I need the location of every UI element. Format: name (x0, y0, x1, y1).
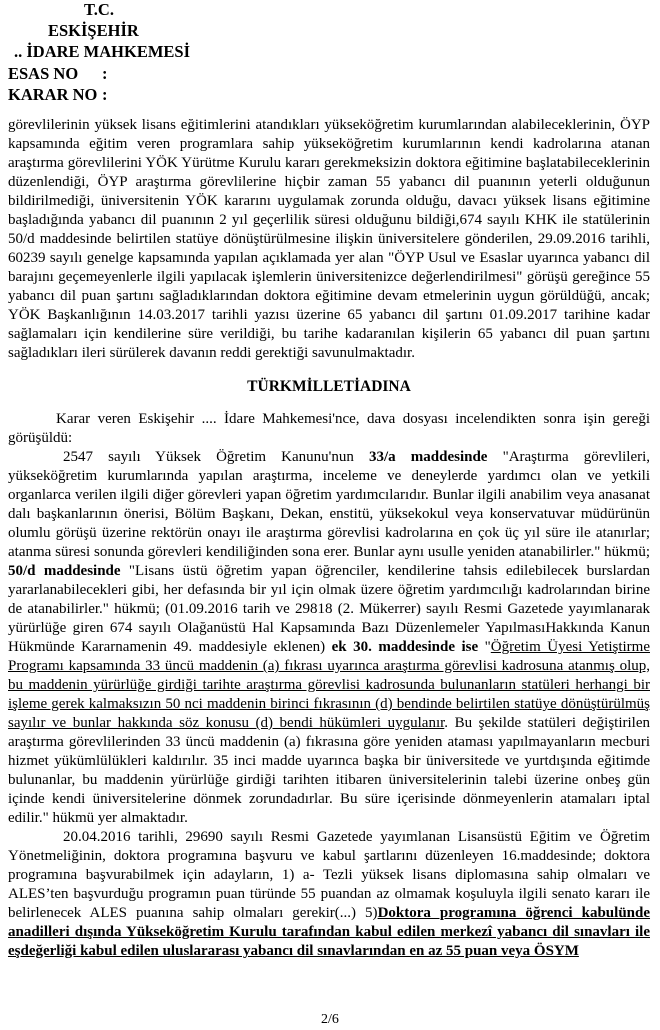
ek-30-remaining-text: . Bu şekilde statüleri değiştirilen araştırma görevlilerinden 33 üncü maddenin (a) fıkrasına göre yeniden ataması yapılmayanların mecburi hizmet yükümlülükleri kaldırılır. 35 inci madde uyarınca başka bir üniversitede ve yurtdışında eğitimde bulunanlar, bu maddenin yürürlüğe girdiği tarihten itibaren üniversitelerinin talebi üzerine onbeş gün içinde kendi üniversitelerine dönmek zorundadırlar. Bu süre içerisinde dönmeyenlerin atamaları iptal edilir." hükmü yer almaktadır. (8, 715, 651, 826)
regulation-bold-underlined-text: Doktora programına öğrenci kabulünde anadilleri dışında Yükseköğretim Kurulu tarafından kabul edilen merkezî yabancı dil sınavları ile eşdeğerliği kabul edilen uluslararası yabancı dil sınavlarından en az 55 puan veya ÖSYM (8, 905, 651, 959)
page-number: 2/6 (321, 1012, 339, 1027)
paragraph-defense-summary: görevlilerinin yüksek lisans eğitimlerini atandıkları yükseköğretim kurumlarından alabileceklerinin, ÖYP kapsamında eğitim veren programlara sahip yükseköğretim kurumlarının kendi kadrolarına atanan araştırma görevlilerini YÖK Yürütme Kurulu kararı gerekmeksizin doktora eğitimine başlatabileceklerinin düzenlendiği, ÖYP araştırma görevlilerine hiçbir zaman 55 yabancı dil puanının yeterli olduğunun bildirilmediği, üniversitenin YÖK kararını uygulamak zorunda olduğu, davacı yüksek lisans eğitimine başladığında yabancı dil puanının 2 yıl geçerlilik süresi olduğunu bildiği,674 sayılı KHK ile statülerinin 50/d maddesinde belirtilen statüye dönüştürülmesine ilişkin üniversitelere gönderilen, 29.09.2016 tarihli, 60239 sayılı genelge kapsamında yapılan açıklamada yer alan "ÖYP Usul ve Esaslar uyarınca yabancı dil barajını geçemeyenlerle ilgili yapılacak işlemlerin üniversitenizce değerlendirilmesi" görüşü gereğince 55 yabancı dil puan şartını sağladıklarından doktora eğitimine devam etmelerinin uygun görüldüğü, ancak; YÖK Başkanlığının 14.03.2017 tarihli yazısı üzerine 65 yabancı dil şartını 01.09.2017 tarihine kadar sağlamaları için kendilerine süre verildiği, bu tarihe kadaranılan kişilerin 65 yabancı dil puan şartını sağladıkları ileri sürülerek davanın reddi gerektiği savunulmaktadır. (8, 117, 650, 361)
paragraph-deliberation: Karar veren Eskişehir .... İdare Mahkemesi'nce, dava dosyası incelendikten sonra işin gereği görüşüldü: (8, 411, 650, 446)
header-city: ESKİŞEHİR (48, 21, 139, 40)
article-50d-ref: 50/d maddesinde (8, 563, 121, 579)
karar-no-colon: : (102, 85, 108, 104)
article-33a-text: "Araştırma görevlileri, yükseköğretim kurumlarında yapılan araştırma, inceleme ve deneylerde yardımcı olan ve yetkili organlarca verilen ilgili diğer görevleri yapan öğretim yardımcılarıdır. Bunlar ilgili anabilim veya anasanat dalı başkanlarının önerisi, Bölüm Başkanı, Dekan, enstitü, yüksekokul veya konservatuvar müdürünün olumlu görüşü üzerine rektörün onayı ile araştırma görevlisi kadrolarına en çok üç yıl süre ile atanırlar; atanma süresi sonunda görevleri kendiliğinden sona erer. Bunlar aynı usulle yeniden atanabilirler." hükmü; (8, 449, 651, 560)
section-heading: TÜRKMİLLETİADINA (247, 378, 411, 395)
article-50d-text: "Lisans üstü öğretim yapan öğrenciler, kendilerine tahsis edilebilecek burslardan yararlanabilecekleri gibi, her defasında bir yıl için olmak üzere öğretim yardımcılığı kadrolarından birine de atanabilirler." hükmü; (01.09.2016 tarih ve 29818 (2. Mükerrer) sayılı Resmi Gazetede yayımlanarak yürürlüğe giren 674 sayılı Olağanüstü Hal Kapsamında Bazı Düzenlemeler YapılmasıHakkında Kanun Hükmünde Kararnamenin 49. maddesiyle eklenen) (8, 563, 650, 655)
regulation-text: 20.04.2016 tarihli, 29690 sayılı Resmi Gazetede yayımlanan Lisansüstü Eğitim ve Öğretim Yönetmeliğinin, doktora programına başvuru ve kabul şartlarını düzenleyen 16.maddesinde; doktora programına başvurabilmek için adayların, 1) a- Tezli yüksek lisans diplomasına sahip olmaları ve ALES’ten başvurduğu programın puan türünde 55 puandan az olmamak koşuluyla ilgili senato kararı ile belirlenecek ALES puanına sahip olmaları gerekir(...) 5) (8, 829, 650, 921)
esas-no-colon: : (102, 64, 108, 83)
article-33a-ref: 33/a maddesinde (369, 449, 488, 465)
karar-no-label: KARAR NO (8, 85, 98, 104)
paragraph-law-2547 (8, 448, 650, 828)
esas-no-label: ESAS NO (8, 64, 79, 83)
quote-open: " (478, 639, 491, 655)
law-text-intro: 2547 sayılı Yüksek Öğretim Kanunu'nun (63, 449, 369, 465)
header-court: .. İDARE MAHKEMESİ (14, 42, 191, 61)
ek-30-ref: ek 30. maddesinde ise (331, 639, 479, 655)
header-tc: T.C. (84, 0, 114, 19)
document-body (8, 116, 650, 961)
paragraph-regulation (8, 828, 650, 961)
ek-30-underlined-text: Öğretim Üyesi Yetiştirme Programı kapsamında 33 üncü maddenin (a) fıkrası uyarınca araştırma görevlisi kadrosuna atanmış olup, bu maddenin yürürlüğe girdiği tarihte araştırma görevlisi kadrosunda bulunanların statüleri herhangi bir işleme gerek kalmaksızın 50 nci maddenin birinci fıkrasının (d) bendinde belirtilen statüye dönüştürülmüş sayılır ve bunlar hakkında söz konusu (d) bendi hükümleri uygulanır (8, 639, 650, 731)
